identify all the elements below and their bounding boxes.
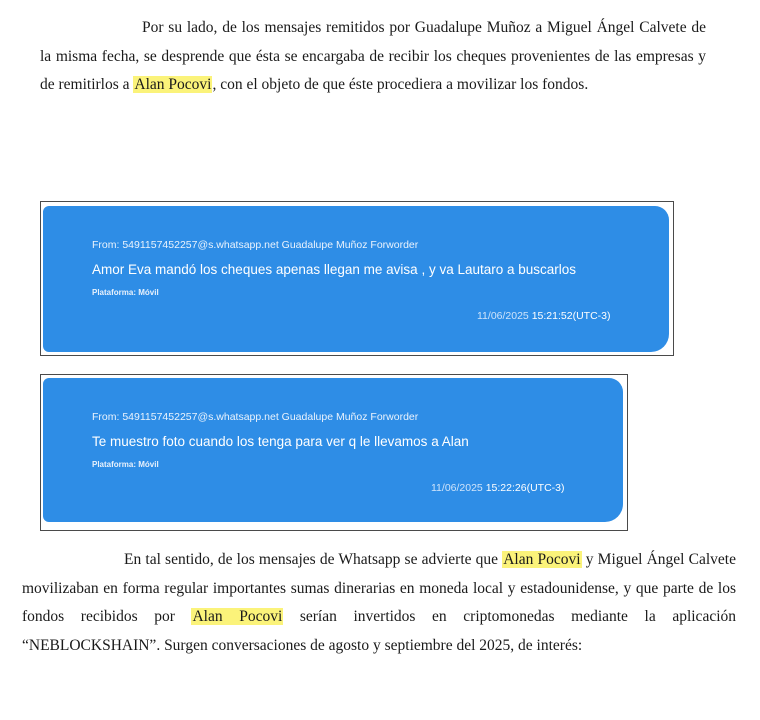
highlighted-name: Alan Pocovi [192,608,283,625]
message-platform: Plataforma: Móvil [92,460,159,469]
message-bubble [43,378,623,522]
paragraph-text: En tal sentido, de los mensajes de Whatsapp se advierte que [124,551,503,568]
message-timestamp [477,310,610,322]
message-text: Amor Eva mandó los cheques apenas llegan me avisa , y va Lautaro a buscarlos [92,262,577,277]
message-sender: From: 5491157452257@s.whatsapp.net Guadalupe Muñoz Forworder [92,239,419,251]
message-screenshot-2 [40,374,628,531]
paragraph-text: y Miguel Ángel Calvete movilizaban en forma regular importantes sumas dinerarias en moneda local y estadounidense, y que parte de los fondos recibidos por [22,551,736,625]
message-timestamp [431,482,564,494]
message-platform: Plataforma: Móvil [92,288,159,297]
message-screenshot-1 [40,201,674,356]
paragraph-text: serían invertidos en criptomonedas mediante la aplicación “NEBLOCKSHAIN”. Surgen conversaciones de agosto y septiembre del 2025, de interés: [22,608,737,654]
message-time: 15:21:52(UTC-3) [531,310,611,322]
message-date: 11/06/2025 [431,482,483,494]
paragraph-text: , con el objeto de que éste procediera a movilizar los fondos. [212,76,589,93]
paragraph-analysis [22,546,736,660]
highlighted-name: Alan Pocovi [503,551,581,568]
message-time: 15:22:26(UTC-3) [485,482,565,494]
message-sender: From: 5491157452257@s.whatsapp.net Guadalupe Muñoz Forworder [92,411,419,423]
paragraph-text: Por su lado, de los mensajes remitidos por Guadalupe Muñoz a Miguel Ángel Calvete de la misma fecha, se desprende que ésta se encargaba de recibir los cheques provenientes de las empresas y de remitirlos a [40,19,706,93]
highlighted-name: Alan Pocovi [134,76,212,93]
message-bubble [43,206,669,352]
paragraph-intro [40,14,706,100]
message-text: Te muestro foto cuando los tenga para ver q le llevamos a Alan [92,434,469,449]
message-date: 11/06/2025 [477,310,529,322]
